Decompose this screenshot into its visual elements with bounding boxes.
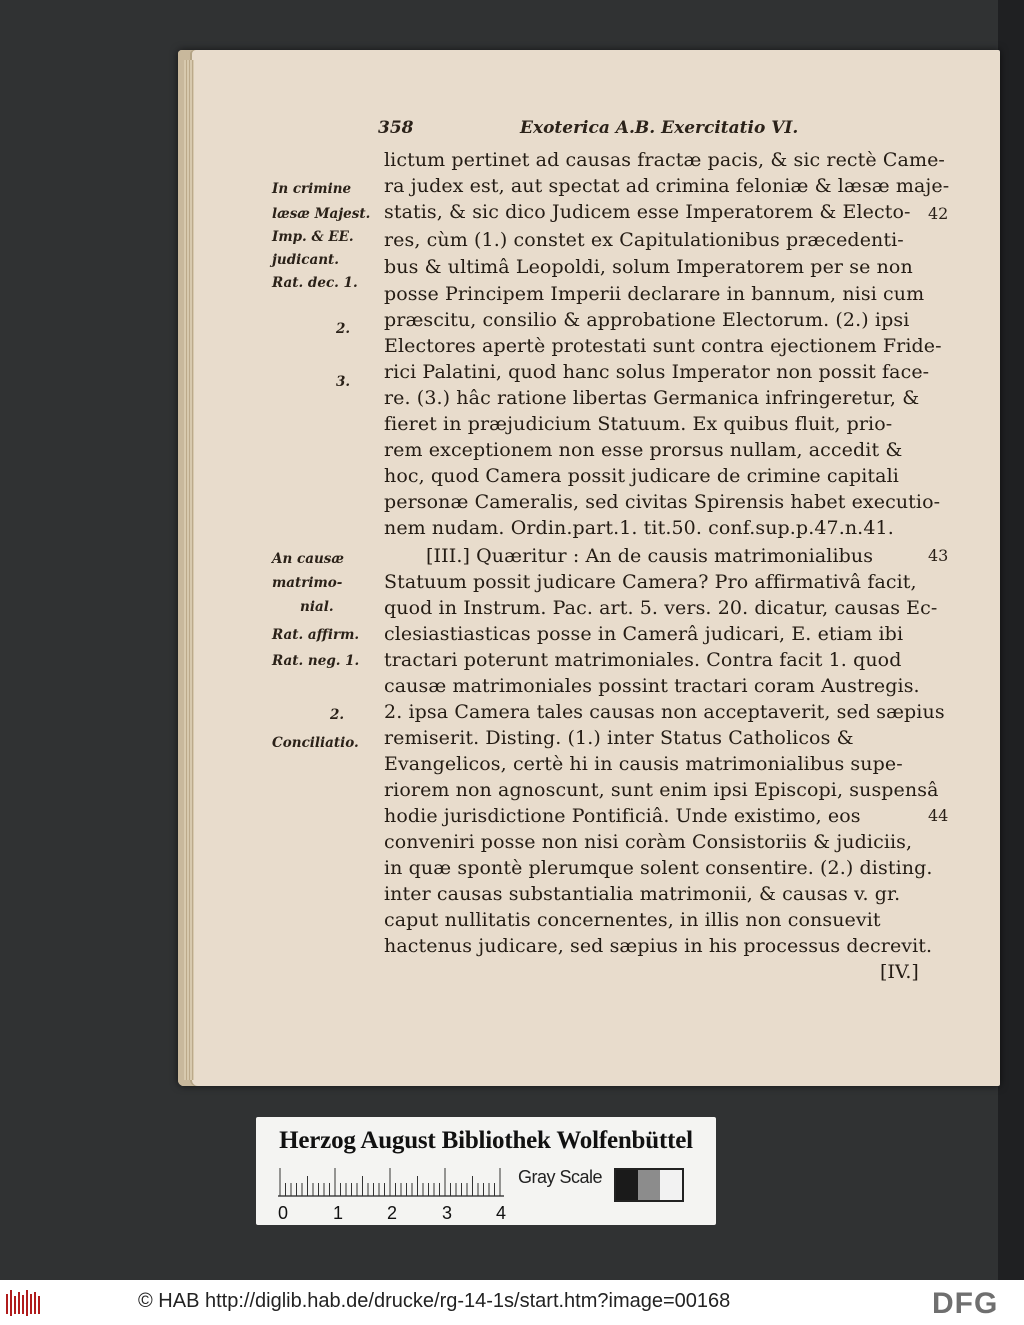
text-line: statis, & sic dico Judicem esse Imperatorem & Electo- <box>384 201 911 223</box>
margin-note: 2. <box>330 707 345 723</box>
margin-note: 2. <box>336 321 351 337</box>
margin-note: matrimo- <box>272 575 343 591</box>
margin-note: 3. <box>336 374 351 390</box>
text-line: inter causas substantialia matrimonii, & causas v. gr. <box>384 883 901 905</box>
text-line: 2. ipsa Camera tales causas non acceptaverit, sed sæpius <box>384 701 945 723</box>
footer-bar <box>0 1280 1024 1325</box>
text-line: rici Palatini, quod hanc solus Imperator non possit face- <box>384 361 930 383</box>
margin-note: judicant. <box>272 252 339 268</box>
gray-patch-mid <box>638 1170 660 1200</box>
library-name: Herzog August Bibliothek Wolfenbüttel <box>279 1127 693 1154</box>
gray-patch-dark <box>616 1170 638 1200</box>
margin-note: Conciliatio. <box>272 735 359 751</box>
section-number: 42 <box>928 204 949 223</box>
color-scale-card <box>256 1117 716 1225</box>
ruler-number: 0 <box>278 1203 289 1223</box>
viewer-edge <box>998 0 1024 1280</box>
catchword: [IV.] <box>880 961 919 983</box>
gray-patch-light <box>660 1170 682 1200</box>
ruler-number: 1 <box>333 1203 344 1223</box>
margin-note: Rat. affirm. <box>272 627 360 643</box>
gray-scale-label: Gray Scale <box>518 1167 603 1187</box>
text-line: [III.] Quæritur : An de causis matrimonialibus <box>426 545 874 567</box>
text-line: causæ matrimoniales possint tractari coram Austregis. <box>384 675 920 697</box>
text-line: lictum pertinet ad causas fractæ pacis, & sic rectè Came- <box>384 149 945 171</box>
text-line: posse Principem Imperii declarare in bannum, nisi cum <box>384 283 925 305</box>
margin-note: Rat. dec. 1. <box>272 275 358 291</box>
margin-note: Imp. & EE. <box>272 229 354 245</box>
section-number: 44 <box>928 806 949 825</box>
text-line: caput nullitatis concernentes, in illis non consuevit <box>384 909 881 931</box>
text-line: riorem non agnoscunt, sunt enim ipsi Episcopi, suspensâ <box>384 779 939 801</box>
text-line: in quæ spontè plerumque solent consentire. (2.) disting. <box>384 857 933 879</box>
text-line: Statuum possit judicare Camera? Pro affirmativâ facit, <box>384 571 917 593</box>
text-line: bus & ultimâ Leopoldi, solum Imperatorem per se non <box>384 256 913 278</box>
text-line: hoc, quod Camera possit judicare de crimine capitali <box>384 465 899 487</box>
hab-barcode-logo-icon <box>6 1290 40 1316</box>
text-line: quod in Instrum. Pac. art. 5. vers. 20. dicatur, causas Ec- <box>384 597 938 619</box>
text-line: Electores apertè protestati sunt contra ejectionem Fride- <box>384 335 942 357</box>
scale-ruler <box>278 1167 504 1197</box>
text-line: personæ Cameralis, sed civitas Spirensis habet executio- <box>384 491 941 513</box>
page-number: 358 <box>378 118 414 138</box>
text-line: re. (3.) hâc ratione libertas Germanica infringeretur, & <box>384 387 920 409</box>
ruler-number: 4 <box>496 1203 507 1223</box>
margin-note: læsæ Majest. <box>272 206 371 222</box>
dfg-logo: DFG <box>932 1287 999 1320</box>
text-line: nem nudam. Ordin.part.1. tit.50. conf.sup.p.47.n.41. <box>384 517 894 539</box>
section-number: 43 <box>928 546 949 565</box>
margin-note: nial. <box>300 599 334 615</box>
text-line: remiserit. Disting. (1.) inter Status Catholicos & <box>384 727 854 749</box>
ruler-number: 3 <box>442 1203 453 1223</box>
text-line: res, cùm (1.) constet ex Capitulationibus præcedenti- <box>384 229 904 251</box>
text-line: hodie jurisdictione Pontificiâ. Unde existimo, eos <box>384 805 861 827</box>
running-title: Exoterica A.B. Exercitatio VI. <box>520 118 799 138</box>
margin-note: In crimine <box>272 181 352 197</box>
text-line: ra judex est, aut spectat ad crimina feloniæ & læsæ maje- <box>384 175 950 197</box>
text-line: fieret in præjudicium Statuum. Ex quibus fluit, prio- <box>384 413 893 435</box>
text-line: clesiastiasticas posse in Camerâ judicari, E. etiam ibi <box>384 623 904 645</box>
text-line: hactenus judicare, sed sæpius in his processus decrevit. <box>384 935 933 957</box>
page-fore-edge <box>184 60 194 1080</box>
text-line: præscitu, consilio & approbatione Electorum. (2.) ipsi <box>384 309 910 331</box>
ruler-number: 2 <box>387 1203 398 1223</box>
margin-note: An causæ <box>272 551 344 567</box>
margin-note: Rat. neg. 1. <box>272 653 360 669</box>
text-line: tractari poterunt matrimoniales. Contra facit 1. quod <box>384 649 902 671</box>
text-line: rem exceptionem non esse prorsus nullam, accedit & <box>384 439 903 461</box>
text-line: conveniri posse non nisi coràm Consistoriis & judiciis, <box>384 831 913 853</box>
gray-scale-patches <box>614 1168 684 1202</box>
source-link[interactable]: © HAB http://diglib.hab.de/drucke/rg-14-1s/start.htm?image=00168 <box>138 1290 731 1312</box>
text-line: Evangelicos, certè hi in causis matrimonialibus supe- <box>384 753 903 775</box>
